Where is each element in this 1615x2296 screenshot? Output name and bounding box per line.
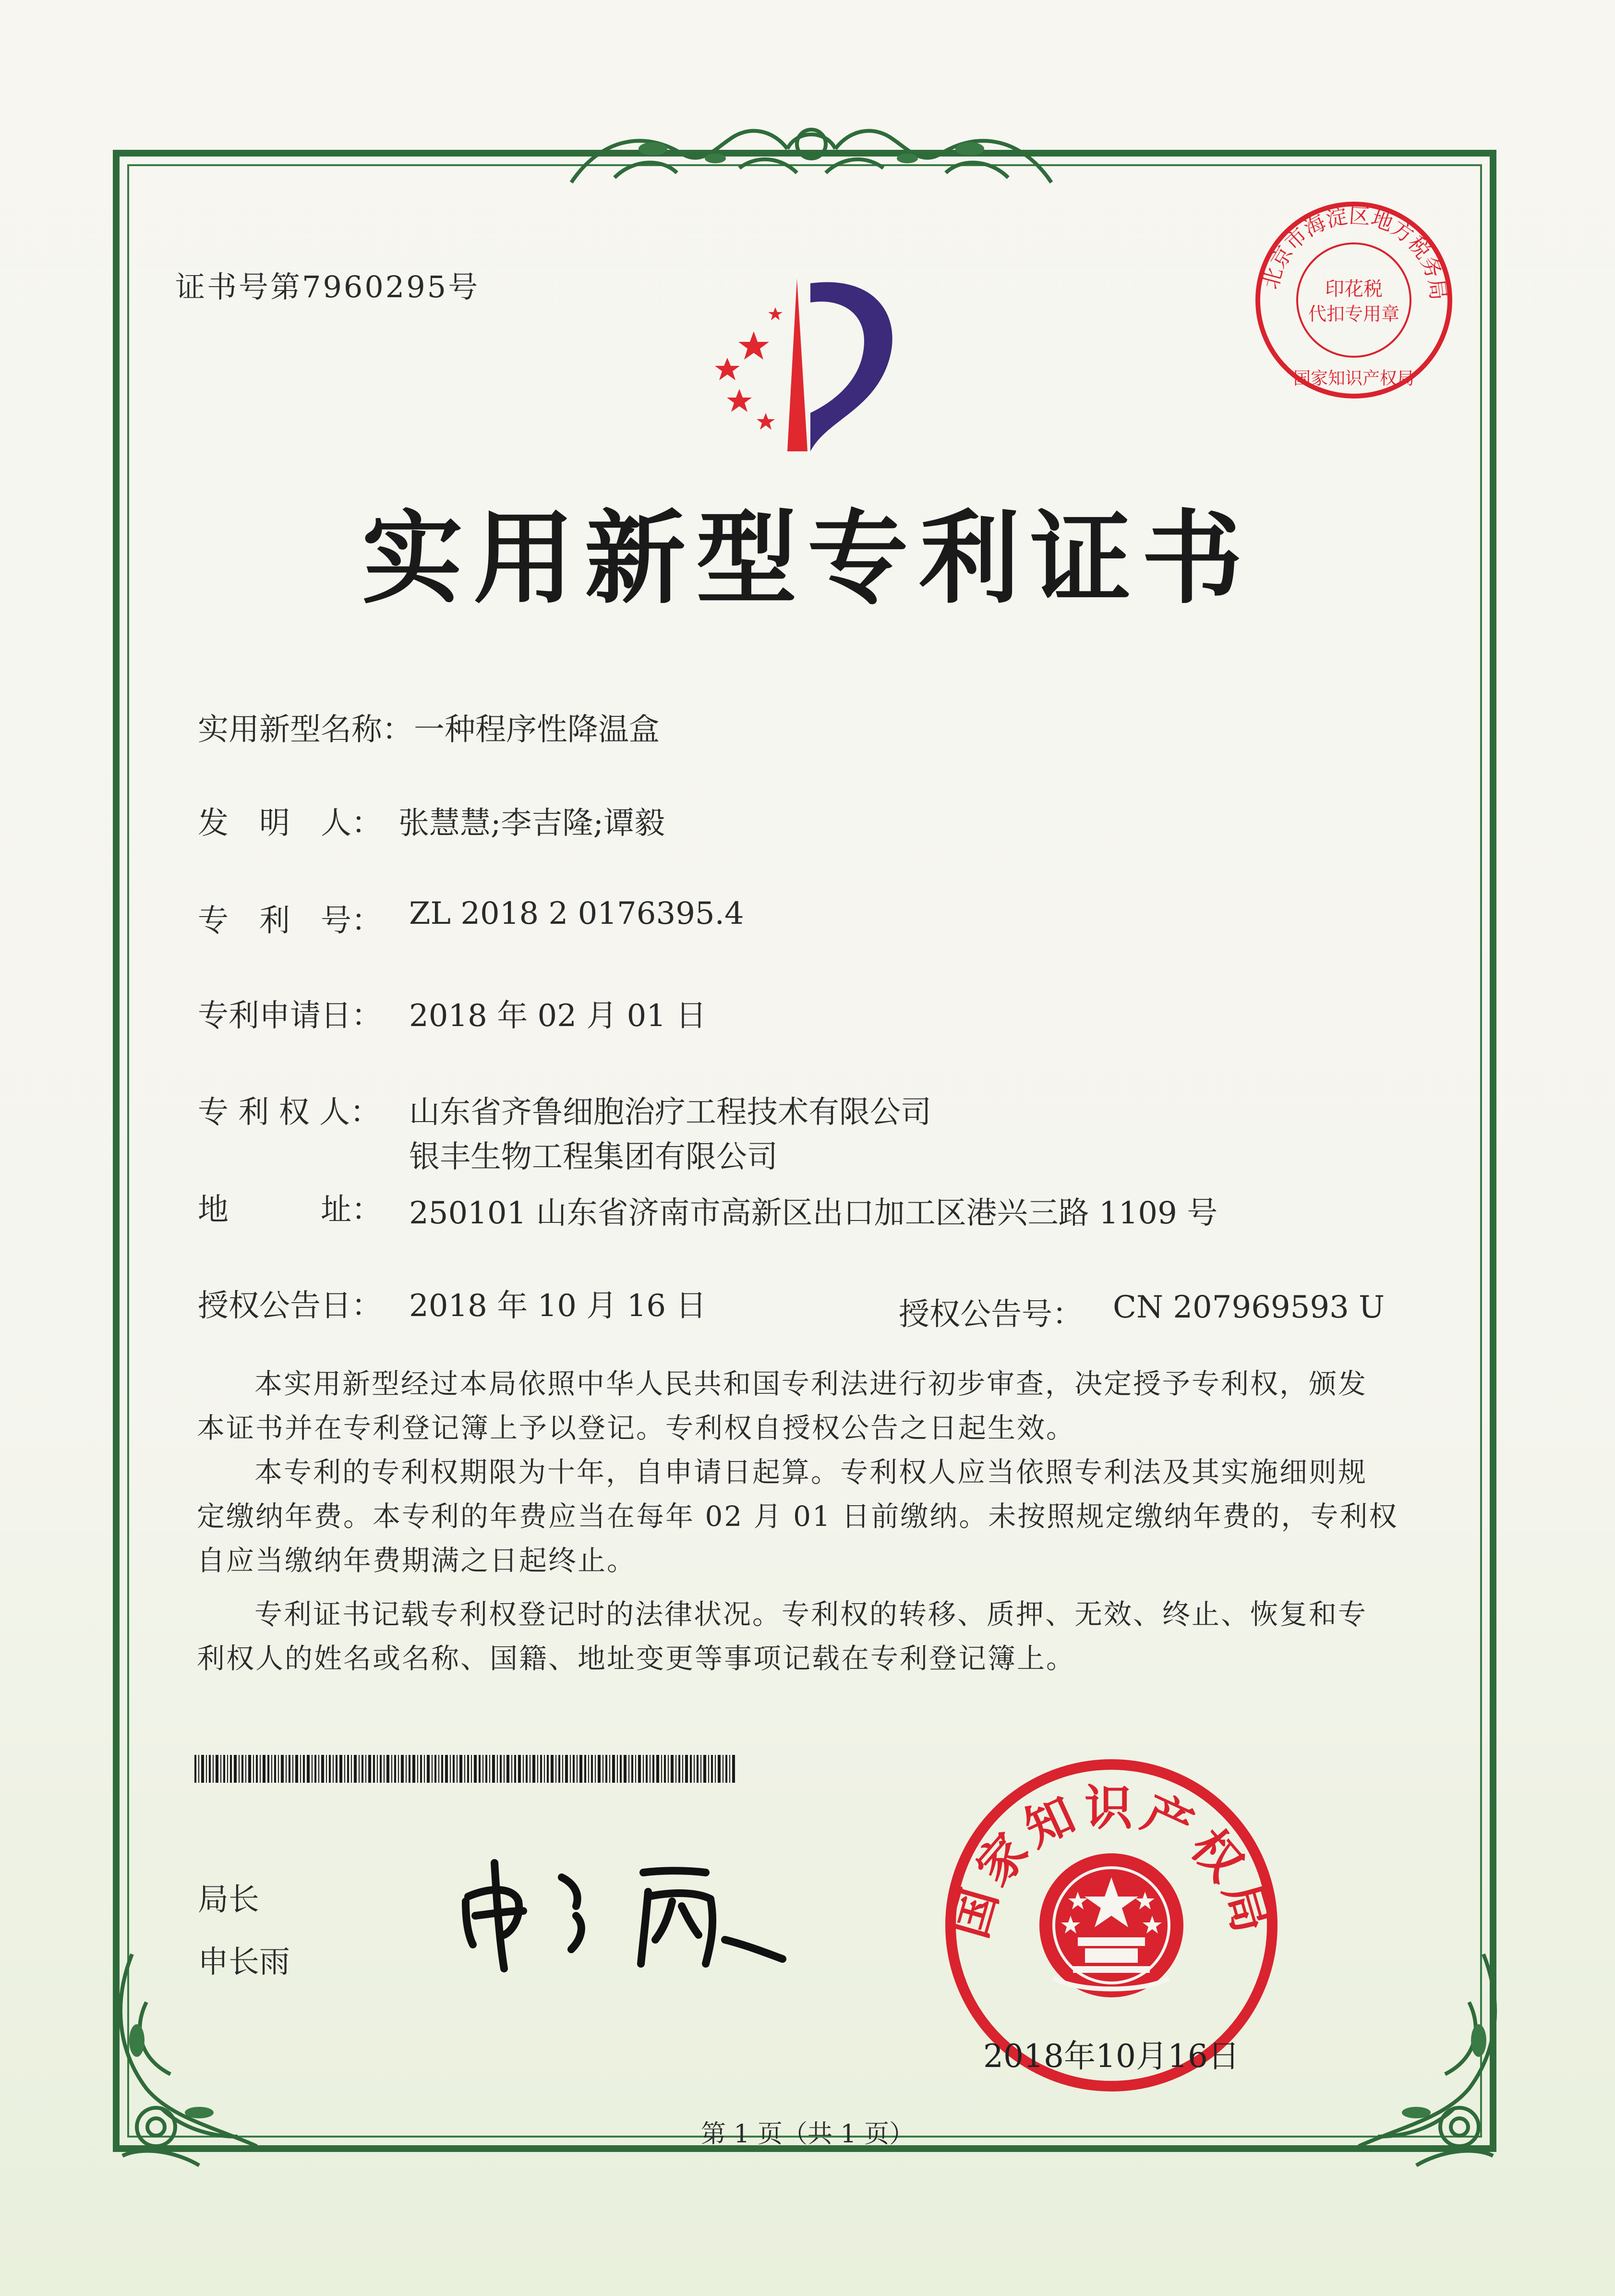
barcode	[194, 1755, 737, 1783]
paragraph-line-7: 利权人的姓名或名称、国籍、地址变更等事项记载在专利登记簿上。	[197, 1642, 1076, 1675]
utility-model-name-label: 实用新型名称：	[198, 712, 413, 748]
paragraph-line-2: 本证书并在专利登记簿上予以登记。专利权自授权公告之日起生效。	[197, 1412, 1076, 1444]
paragraph-line-4: 定缴纳年费。本专利的年费应当在每年 02 月 01 日前缴纳。未按照规定缴纳年费的，专利权	[197, 1500, 1398, 1533]
director-signature	[456, 1844, 792, 1983]
announcement-number-label: 授权公告号：	[899, 1297, 1083, 1332]
certificate-title: 实用新型专利证书	[362, 500, 1253, 617]
patent-number-value: ZL 2018 2 0176395.4	[409, 896, 744, 931]
inventor-label: 发 明 人：	[198, 806, 382, 841]
top-ornament	[557, 110, 1066, 202]
patentee-value-1: 山东省齐鲁细胞治疗工程技术有限公司	[409, 1095, 931, 1130]
director-title: 局长	[198, 1882, 259, 1918]
announcement-date-value: 2018 年 10 月 16 日	[409, 1288, 707, 1324]
address-value: 250101 山东省济南市高新区出口加工区港兴三路 1109 号	[409, 1196, 1218, 1231]
patent-number-label: 专 利 号：	[198, 903, 382, 939]
director-name: 申长雨	[198, 1945, 290, 1980]
patent-office-logo	[682, 269, 931, 461]
national-emblem-icon	[1039, 1853, 1183, 1997]
tax-stamp	[1248, 194, 1459, 406]
page-footer: 第 1 页（共 1 页）	[700, 2120, 915, 2149]
announcement-number-value: CN 207969593 U	[1113, 1290, 1385, 1325]
address-label: 地 址：	[198, 1192, 382, 1228]
certificate-number: 证书号第7960295号	[175, 269, 480, 304]
official-seal	[934, 1748, 1289, 2103]
paragraph-line-6: 专利证书记载专利权登记时的法律状况。专利权的转移、质押、无效、终止、恢复和专	[254, 1598, 1368, 1631]
patentee-label: 专 利 权 人：	[198, 1095, 381, 1130]
tax-stamp-line-2: 代扣专用章	[1308, 303, 1400, 325]
paragraph-line-5: 自应当缴纳年费期满之日起终止。	[197, 1544, 637, 1577]
announcement-date-label: 授权公告日：	[198, 1288, 382, 1324]
tax-stamp-line-1: 印花税	[1325, 278, 1383, 300]
patentee-value-2: 银丰生物工程集团有限公司	[409, 1139, 778, 1175]
paragraph-line-3: 本专利的专利权期限为十年，自申请日起算。专利权人应当依照专利法及其实施细则规	[254, 1456, 1368, 1488]
tax-stamp-bottom-text: 国家知识产权局	[1293, 369, 1415, 388]
application-date-label: 专利申请日：	[198, 998, 382, 1034]
seal-ring-text: 国家知识产权局	[941, 1780, 1282, 1945]
utility-model-name-value: 一种程序性降温盒	[414, 712, 660, 748]
tax-stamp-ring-text: 北京市海淀区地方税务局	[1258, 203, 1451, 302]
inventor-value: 张慧慧;李吉隆;谭毅	[398, 806, 665, 841]
application-date-value: 2018 年 02 月 01 日	[409, 998, 707, 1034]
paragraph-line-1: 本实用新型经过本局依照中华人民共和国专利法进行初步审查，决定授予专利权，颁发	[254, 1367, 1368, 1400]
seal-date: 2018年10月16日	[983, 2038, 1240, 2075]
